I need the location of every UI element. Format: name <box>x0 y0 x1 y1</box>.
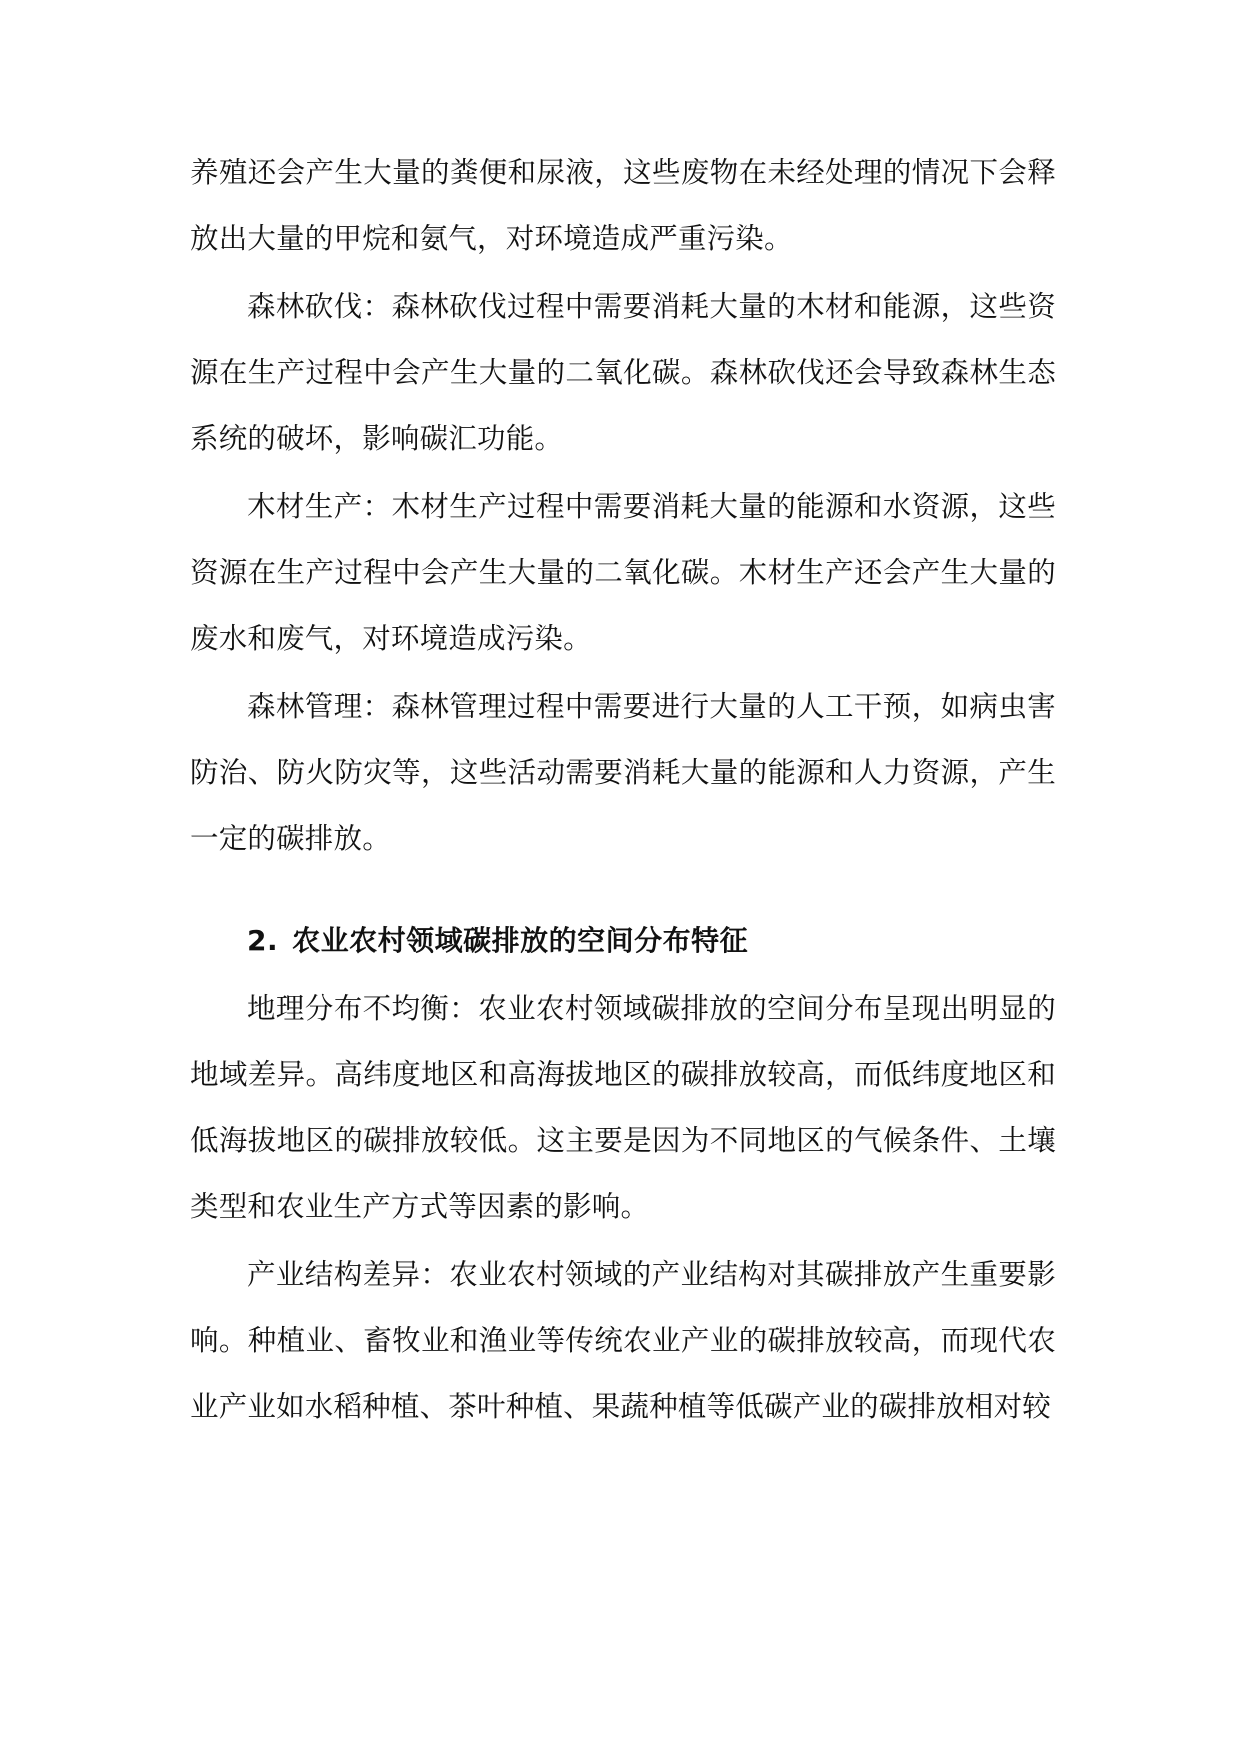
section-title: 农业农村领域碳排放的空间分布特征 <box>292 924 749 957</box>
document-page <box>190 140 1056 1442</box>
paragraph-deforestation: 森林砍伐：森林砍伐过程中需要消耗大量的木材和能源，这些资源在生产过程中会产生大量的二氧化碳。森林砍伐还会导致森林生态系统的破坏，影响碳汇功能。 <box>190 290 1056 455</box>
paragraph-timber-production: 木材生产：木材生产过程中需要消耗大量的能源和水资源，这些资源在生产过程中会产生大量的二氧化碳。木材生产还会产生大量的废水和废气，对环境造成污染。 <box>190 490 1056 655</box>
section-heading <box>190 908 1056 974</box>
paragraph-forest-management: 森林管理：森林管理过程中需要进行大量的人工干预，如病虫害防治、防火防灾等，这些活动需要消耗大量的能源和人力资源，产生一定的碳排放。 <box>190 690 1056 855</box>
paragraph-livestock-waste: 养殖还会产生大量的粪便和尿液，这些废物在未经处理的情况下会释放出大量的甲烷和氨气，对环境造成严重污染。 <box>190 156 1056 255</box>
section-number: 2. <box>247 924 279 957</box>
paragraph-industry-structure: 产业结构差异：农业农村领域的产业结构对其碳排放产生重要影响。种植业、畜牧业和渔业等传统农业产业的碳排放较高，而现代农业产业如水稻种植、茶叶种植、果蔬种植等低碳产业的碳排放相对较 <box>190 1258 1056 1423</box>
paragraph-geographic-distribution: 地理分布不均衡：农业农村领域碳排放的空间分布呈现出明显的地域差异。高纬度地区和高海拔地区的碳排放较高，而低纬度地区和低海拔地区的碳排放较低。这主要是因为不同地区的气候条件、土壤类型和农业生产方式等因素的影响。 <box>190 992 1056 1223</box>
